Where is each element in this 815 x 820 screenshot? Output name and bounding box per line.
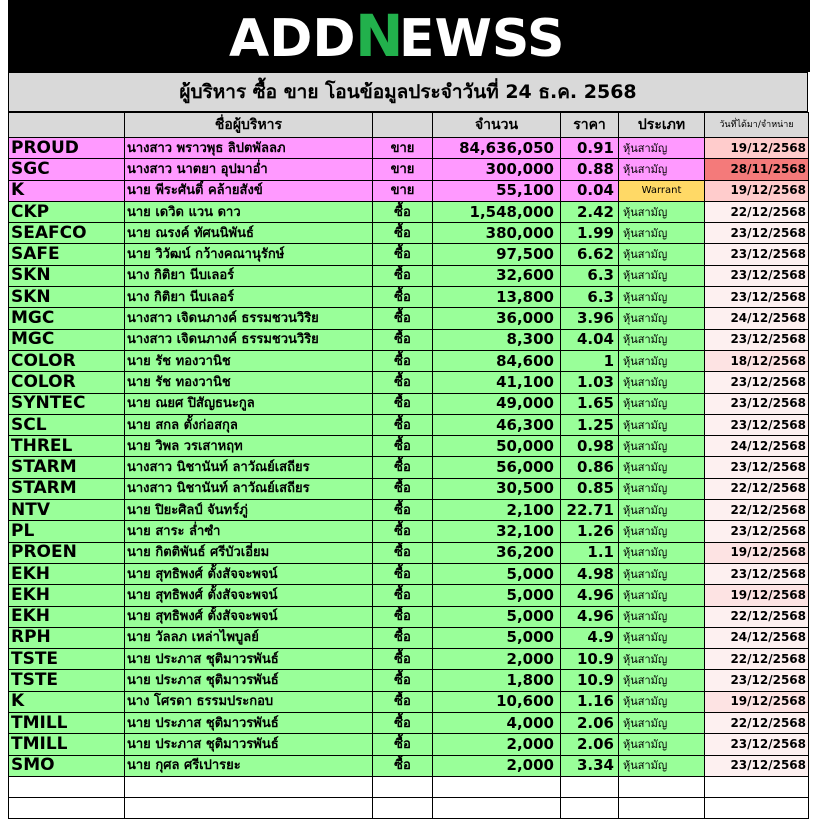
- cell-price: 1.16: [561, 691, 619, 712]
- cell-empty: [433, 776, 561, 797]
- cell-price: 3.34: [561, 755, 619, 776]
- cell-price: 6.3: [561, 287, 619, 308]
- table-row: [9, 734, 809, 755]
- cell-price: 3.96: [561, 308, 619, 329]
- header-type: ประเภท: [619, 113, 705, 138]
- table-row: [9, 755, 809, 776]
- cell-name: นาย ณยศ ปิสัญธนะกูล: [125, 393, 373, 414]
- cell-symbol: TSTE: [9, 649, 125, 670]
- cell-action: ซื้อ: [373, 436, 433, 457]
- table-row: [9, 393, 809, 414]
- cell-action: ซื้อ: [373, 244, 433, 265]
- cell-name: นาย สุทธิพงศ์ ตั้งสัจจะพจน์: [125, 606, 373, 627]
- cell-empty: [373, 776, 433, 797]
- cell-volume: 5,000: [433, 585, 561, 606]
- cell-price: 2.06: [561, 734, 619, 755]
- cell-volume: 5,000: [433, 627, 561, 648]
- table-row: [9, 585, 809, 606]
- cell-empty: [619, 776, 705, 797]
- cell-price: 10.9: [561, 670, 619, 691]
- cell-symbol: SYNTEC: [9, 393, 125, 414]
- header-volume: จำนวน: [433, 113, 561, 138]
- cell-date: 24/12/2568: [705, 308, 809, 329]
- cell-name: นาย กิตติพันธ์ ศรีบัวเอี่ยม: [125, 542, 373, 563]
- cell-symbol: TMILL: [9, 713, 125, 734]
- cell-volume: 2,000: [433, 649, 561, 670]
- cell-empty: [561, 776, 619, 797]
- cell-price: 4.96: [561, 585, 619, 606]
- cell-volume: 41,100: [433, 372, 561, 393]
- table-row: [9, 670, 809, 691]
- cell-action: ซื้อ: [373, 457, 433, 478]
- cell-volume: 84,600: [433, 350, 561, 371]
- cell-price: 1.99: [561, 223, 619, 244]
- header-action: [373, 113, 433, 138]
- cell-price: 2.06: [561, 713, 619, 734]
- table-row: [9, 521, 809, 542]
- cell-action: ขาย: [373, 180, 433, 201]
- cell-action: ซื้อ: [373, 542, 433, 563]
- cell-name: นาย รัช ทองวานิช: [125, 350, 373, 371]
- cell-volume: 5,000: [433, 563, 561, 584]
- cell-symbol: TMILL: [9, 734, 125, 755]
- cell-volume: 1,800: [433, 670, 561, 691]
- table-row: [9, 287, 809, 308]
- cell-type: หุ้นสามัญ: [619, 308, 705, 329]
- cell-name: นางสาว พราวพุธ ลิปตพัลลภ: [125, 138, 373, 159]
- table-row: [9, 457, 809, 478]
- cell-price: 1.26: [561, 521, 619, 542]
- cell-symbol: SMO: [9, 755, 125, 776]
- cell-symbol: COLOR: [9, 350, 125, 371]
- table-row: [9, 563, 809, 584]
- table-row-empty: [9, 797, 809, 818]
- cell-date: 28/11/2568: [705, 159, 809, 180]
- cell-type: หุ้นสามัญ: [619, 500, 705, 521]
- cell-symbol: SCL: [9, 414, 125, 435]
- table-row: [9, 201, 809, 222]
- cell-name: นาย ปิยะศิลป์ จันทร์ภู่: [125, 500, 373, 521]
- cell-type: หุ้นสามัญ: [619, 350, 705, 371]
- cell-volume: 2,000: [433, 755, 561, 776]
- logo-text-ewss: EWSS: [399, 9, 565, 66]
- cell-volume: 30,500: [433, 478, 561, 499]
- cell-name: นาย สกล ตั้งก่อสกุล: [125, 414, 373, 435]
- cell-date: 22/12/2568: [705, 478, 809, 499]
- table-row: [9, 414, 809, 435]
- cell-empty: [9, 776, 125, 797]
- table-row: [9, 627, 809, 648]
- cell-volume: 380,000: [433, 223, 561, 244]
- cell-volume: 2,000: [433, 734, 561, 755]
- table-row: [9, 244, 809, 265]
- cell-symbol: MGC: [9, 308, 125, 329]
- brand-banner: [8, 0, 810, 72]
- cell-symbol: NTV: [9, 500, 125, 521]
- cell-action: ซื้อ: [373, 670, 433, 691]
- cell-action: ซื้อ: [373, 265, 433, 286]
- cell-symbol: CKP: [9, 201, 125, 222]
- cell-volume: 300,000: [433, 159, 561, 180]
- cell-name: นาย พีระศันติ์ คล้ายสังข์: [125, 180, 373, 201]
- cell-symbol: STARM: [9, 478, 125, 499]
- cell-volume: 13,800: [433, 287, 561, 308]
- table-row: [9, 691, 809, 712]
- table-row: [9, 478, 809, 499]
- cell-type: หุ้นสามัญ: [619, 244, 705, 265]
- cell-price: 1.03: [561, 372, 619, 393]
- cell-date: 19/12/2568: [705, 138, 809, 159]
- table-row: [9, 649, 809, 670]
- cell-symbol: MGC: [9, 329, 125, 350]
- cell-type: หุ้นสามัญ: [619, 138, 705, 159]
- cell-price: 0.86: [561, 457, 619, 478]
- cell-volume: 2,100: [433, 500, 561, 521]
- cell-action: ซื้อ: [373, 500, 433, 521]
- cell-name: นาย ประภาส ชุติมาวรพันธ์: [125, 670, 373, 691]
- cell-action: ซื้อ: [373, 350, 433, 371]
- cell-type: หุ้นสามัญ: [619, 521, 705, 542]
- cell-action: ซื้อ: [373, 329, 433, 350]
- cell-name: นาย วิวัฒน์ กว้างคณานุรักษ์: [125, 244, 373, 265]
- cell-type: หุ้นสามัญ: [619, 159, 705, 180]
- cell-price: 1: [561, 350, 619, 371]
- table-row-empty: [9, 776, 809, 797]
- cell-price: 0.98: [561, 436, 619, 457]
- cell-date: 22/12/2568: [705, 713, 809, 734]
- cell-date: 23/12/2568: [705, 755, 809, 776]
- cell-price: 22.71: [561, 500, 619, 521]
- cell-price: 4.98: [561, 563, 619, 584]
- cell-symbol: SEAFCO: [9, 223, 125, 244]
- cell-type: หุ้นสามัญ: [619, 606, 705, 627]
- cell-symbol: EKH: [9, 585, 125, 606]
- cell-name: นาง กิติยา นีบเลอร์: [125, 265, 373, 286]
- table-row: [9, 159, 809, 180]
- cell-action: ซื้อ: [373, 223, 433, 244]
- cell-name: นาย สาระ ล่ำซำ: [125, 521, 373, 542]
- table-body: [9, 138, 809, 819]
- cell-action: ซื้อ: [373, 308, 433, 329]
- cell-name: นาย ประภาส ชุติมาวรพันธ์: [125, 649, 373, 670]
- addnewss-logo-icon: [229, 6, 589, 66]
- cell-type: หุ้นสามัญ: [619, 585, 705, 606]
- cell-name: นาย สุทธิพงศ์ ตั้งสัจจะพจน์: [125, 563, 373, 584]
- cell-date: 23/12/2568: [705, 563, 809, 584]
- cell-symbol: PROEN: [9, 542, 125, 563]
- cell-symbol: SGC: [9, 159, 125, 180]
- cell-volume: 50,000: [433, 436, 561, 457]
- cell-date: 23/12/2568: [705, 521, 809, 542]
- cell-price: 1.65: [561, 393, 619, 414]
- cell-symbol: EKH: [9, 563, 125, 584]
- cell-date: 23/12/2568: [705, 414, 809, 435]
- cell-date: 23/12/2568: [705, 265, 809, 286]
- cell-type: หุ้นสามัญ: [619, 457, 705, 478]
- cell-type: หุ้นสามัญ: [619, 649, 705, 670]
- cell-empty: [705, 797, 809, 818]
- cell-name: นาย ณรงค์ ทัศนนิพันธ์: [125, 223, 373, 244]
- cell-name: นางสาว นิชานันท์ ลาวัณย์เสถียร: [125, 478, 373, 499]
- cell-empty: [125, 797, 373, 818]
- cell-type: หุ้นสามัญ: [619, 372, 705, 393]
- cell-price: 0.85: [561, 478, 619, 499]
- cell-name: นาย รัช ทองวานิช: [125, 372, 373, 393]
- cell-price: 4.9: [561, 627, 619, 648]
- cell-name: นาย ประภาส ชุติมาวรพันธ์: [125, 713, 373, 734]
- cell-action: ซื้อ: [373, 393, 433, 414]
- cell-date: 23/12/2568: [705, 329, 809, 350]
- brand-logo: [9, 0, 809, 72]
- cell-action: ซื้อ: [373, 372, 433, 393]
- cell-date: 24/12/2568: [705, 436, 809, 457]
- cell-date: 19/12/2568: [705, 542, 809, 563]
- cell-date: 23/12/2568: [705, 287, 809, 308]
- cell-type: หุ้นสามัญ: [619, 329, 705, 350]
- insider-trades-table: [8, 112, 809, 819]
- cell-action: ซื้อ: [373, 478, 433, 499]
- cell-name: นางสาว นิชานันท์ ลาวัณย์เสถียร: [125, 457, 373, 478]
- table-row: [9, 500, 809, 521]
- cell-name: นาย วิพล วรเสาหฤท: [125, 436, 373, 457]
- table-row: [9, 265, 809, 286]
- cell-action: ขาย: [373, 159, 433, 180]
- cell-type: หุ้นสามัญ: [619, 713, 705, 734]
- cell-action: ซื้อ: [373, 414, 433, 435]
- cell-empty: [373, 797, 433, 818]
- cell-price: 2.42: [561, 201, 619, 222]
- cell-type: หุ้นสามัญ: [619, 393, 705, 414]
- cell-date: 19/12/2568: [705, 180, 809, 201]
- table-row: [9, 329, 809, 350]
- cell-name: นางสาว เจิดนภางค์ ธรรมชวนวิริย: [125, 308, 373, 329]
- cell-volume: 49,000: [433, 393, 561, 414]
- cell-price: 6.62: [561, 244, 619, 265]
- cell-volume: 4,000: [433, 713, 561, 734]
- cell-name: นาง กิติยา นีบเลอร์: [125, 287, 373, 308]
- logo-text-add: ADD: [229, 9, 356, 66]
- cell-type: หุ้นสามัญ: [619, 627, 705, 648]
- cell-action: ซื้อ: [373, 585, 433, 606]
- cell-symbol: STARM: [9, 457, 125, 478]
- cell-type: หุ้นสามัญ: [619, 734, 705, 755]
- table-header-row: [9, 113, 809, 138]
- cell-action: ซื้อ: [373, 563, 433, 584]
- cell-name: นางสาว นาตยา อุปมาอ่ำ: [125, 159, 373, 180]
- cell-volume: 32,600: [433, 265, 561, 286]
- table-row: [9, 606, 809, 627]
- cell-volume: 1,548,000: [433, 201, 561, 222]
- cell-volume: 8,300: [433, 329, 561, 350]
- header-price: ราคา: [561, 113, 619, 138]
- cell-type: หุ้นสามัญ: [619, 201, 705, 222]
- cell-name: นาย เดวิด แวน ดาว: [125, 201, 373, 222]
- cell-date: 22/12/2568: [705, 500, 809, 521]
- cell-action: ซื้อ: [373, 606, 433, 627]
- header-name: ชื่อผู้บริหาร: [125, 113, 373, 138]
- cell-symbol: SAFE: [9, 244, 125, 265]
- cell-name: นาง โศรดา ธรรมประกอบ: [125, 691, 373, 712]
- cell-action: ขาย: [373, 138, 433, 159]
- cell-action: ซื้อ: [373, 755, 433, 776]
- cell-empty: [433, 797, 561, 818]
- cell-action: ซื้อ: [373, 734, 433, 755]
- table-row: [9, 713, 809, 734]
- cell-symbol: THREL: [9, 436, 125, 457]
- cell-empty: [561, 797, 619, 818]
- cell-volume: 36,200: [433, 542, 561, 563]
- cell-price: 1.25: [561, 414, 619, 435]
- table-row: [9, 436, 809, 457]
- cell-price: 0.91: [561, 138, 619, 159]
- cell-date: 18/12/2568: [705, 350, 809, 371]
- cell-name: นาย สุทธิพงศ์ ตั้งสัจจะพจน์: [125, 585, 373, 606]
- cell-type: หุ้นสามัญ: [619, 436, 705, 457]
- cell-date: 23/12/2568: [705, 734, 809, 755]
- cell-symbol: SKN: [9, 287, 125, 308]
- cell-volume: 46,300: [433, 414, 561, 435]
- cell-symbol: EKH: [9, 606, 125, 627]
- cell-price: 6.3: [561, 265, 619, 286]
- cell-name: นาย กุศล ศรีเปารยะ: [125, 755, 373, 776]
- cell-date: 24/12/2568: [705, 627, 809, 648]
- table-row: [9, 180, 809, 201]
- cell-type: หุ้นสามัญ: [619, 478, 705, 499]
- logo-text-n: N: [355, 6, 404, 66]
- cell-action: ซื้อ: [373, 691, 433, 712]
- table-row: [9, 138, 809, 159]
- header-symbol: [9, 113, 125, 138]
- cell-name: นาย วัลลภ เหล่าไพบูลย์: [125, 627, 373, 648]
- cell-date: 23/12/2568: [705, 393, 809, 414]
- cell-price: 10.9: [561, 649, 619, 670]
- cell-price: 0.88: [561, 159, 619, 180]
- cell-volume: 55,100: [433, 180, 561, 201]
- cell-price: 1.1: [561, 542, 619, 563]
- cell-type: หุ้นสามัญ: [619, 223, 705, 244]
- cell-date: 23/12/2568: [705, 670, 809, 691]
- cell-type: หุ้นสามัญ: [619, 542, 705, 563]
- cell-date: 22/12/2568: [705, 649, 809, 670]
- cell-symbol: K: [9, 691, 125, 712]
- cell-name: นางสาว เจิดนภางค์ ธรรมชวนวิริย: [125, 329, 373, 350]
- table-row: [9, 223, 809, 244]
- cell-symbol: PL: [9, 521, 125, 542]
- cell-type: หุ้นสามัญ: [619, 691, 705, 712]
- cell-date: 19/12/2568: [705, 691, 809, 712]
- table-row: [9, 542, 809, 563]
- cell-volume: 32,100: [433, 521, 561, 542]
- cell-date: 23/12/2568: [705, 223, 809, 244]
- cell-action: ซื้อ: [373, 521, 433, 542]
- cell-symbol: PROUD: [9, 138, 125, 159]
- cell-symbol: TSTE: [9, 670, 125, 691]
- cell-empty: [619, 797, 705, 818]
- cell-action: ซื้อ: [373, 713, 433, 734]
- cell-action: ซื้อ: [373, 287, 433, 308]
- cell-symbol: RPH: [9, 627, 125, 648]
- table-row: [9, 350, 809, 371]
- cell-volume: 10,600: [433, 691, 561, 712]
- cell-date: 22/12/2568: [705, 201, 809, 222]
- cell-type: หุ้นสามัญ: [619, 265, 705, 286]
- cell-type: Warrant: [619, 180, 705, 201]
- cell-type: หุ้นสามัญ: [619, 414, 705, 435]
- cell-price: 4.04: [561, 329, 619, 350]
- cell-type: หุ้นสามัญ: [619, 670, 705, 691]
- cell-name: นาย ประภาส ชุติมาวรพันธ์: [125, 734, 373, 755]
- cell-action: ซื้อ: [373, 627, 433, 648]
- cell-empty: [9, 797, 125, 818]
- cell-empty: [705, 776, 809, 797]
- cell-date: 22/12/2568: [705, 606, 809, 627]
- cell-type: หุ้นสามัญ: [619, 287, 705, 308]
- cell-volume: 84,636,050: [433, 138, 561, 159]
- cell-date: 23/12/2568: [705, 372, 809, 393]
- cell-type: หุ้นสามัญ: [619, 755, 705, 776]
- cell-volume: 36,000: [433, 308, 561, 329]
- cell-type: หุ้นสามัญ: [619, 563, 705, 584]
- cell-action: ซื้อ: [373, 201, 433, 222]
- cell-action: ซื้อ: [373, 649, 433, 670]
- cell-price: 0.04: [561, 180, 619, 201]
- header-date: วันที่ได้มา/จำหน่าย: [705, 113, 809, 138]
- cell-date: 19/12/2568: [705, 585, 809, 606]
- cell-volume: 5,000: [433, 606, 561, 627]
- cell-price: 4.96: [561, 606, 619, 627]
- cell-date: 23/12/2568: [705, 244, 809, 265]
- cell-symbol: SKN: [9, 265, 125, 286]
- cell-date: 23/12/2568: [705, 457, 809, 478]
- cell-symbol: COLOR: [9, 372, 125, 393]
- cell-empty: [125, 776, 373, 797]
- page-title: ผู้บริหาร ซื้อ ขาย โอนข้อมูลประจำวันที่ 24 ธ.ค. 2568: [8, 72, 808, 112]
- table-row: [9, 308, 809, 329]
- cell-symbol: K: [9, 180, 125, 201]
- cell-volume: 97,500: [433, 244, 561, 265]
- cell-volume: 56,000: [433, 457, 561, 478]
- table-row: [9, 372, 809, 393]
